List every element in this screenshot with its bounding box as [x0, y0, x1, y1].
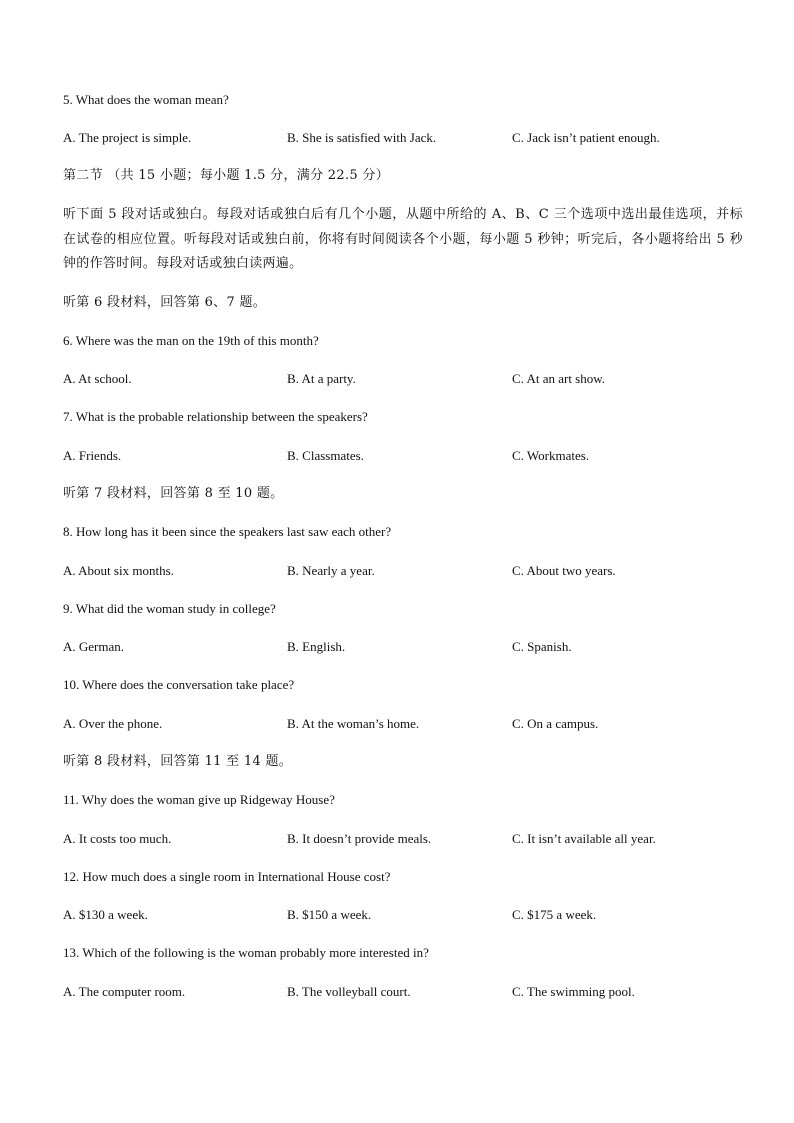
option-a: A. $130 a week.	[63, 907, 148, 922]
option-a: A. Friends.	[63, 448, 122, 463]
question-13: 13. Which of the following is the woman probably more interested in?	[63, 945, 429, 960]
option-c: C. About two years.	[512, 563, 616, 578]
option-a: A. It costs too much.	[63, 831, 172, 846]
question-6: 6. Where was the man on the 19th of this month?	[63, 333, 319, 348]
material-6-heading: 听第 6 段材料，回答第 6、7 题。	[63, 295, 267, 310]
question-8: 8. How long has it been since the speakers last saw each other?	[63, 524, 392, 539]
question-10-options	[63, 716, 743, 732]
option-b: B. At the woman’s home.	[287, 716, 420, 731]
question-8-options	[63, 563, 743, 579]
question-9-options	[63, 639, 743, 655]
question-5: 5. What does the woman mean?	[63, 92, 229, 107]
option-b: B. At a party.	[287, 371, 356, 386]
option-a: A. The project is simple.	[63, 130, 192, 145]
question-10: 10. Where does the conversation take place?	[63, 677, 295, 692]
option-c: C. At an art show.	[512, 371, 606, 386]
option-a: A. At school.	[63, 371, 132, 386]
question-11: 11. Why does the woman give up Ridgeway House?	[63, 792, 335, 807]
option-b: B. English.	[287, 639, 346, 654]
question-12: 12. How much does a single room in International House cost?	[63, 869, 391, 884]
question-5-options	[63, 130, 743, 146]
question-7: 7. What is the probable relationship between the speakers?	[63, 409, 368, 424]
option-b: B. Nearly a year.	[287, 563, 375, 578]
question-6-options	[63, 371, 743, 387]
option-a: A. Over the phone.	[63, 716, 163, 731]
material-7-heading: 听第 7 段材料，回答第 8 至 10 题。	[63, 486, 284, 501]
option-c: C. On a campus.	[512, 716, 599, 731]
option-c: C. $175 a week.	[512, 907, 597, 922]
option-b: B. It doesn’t provide meals.	[287, 831, 432, 846]
option-b: B. Classmates.	[287, 448, 364, 463]
option-b: B. The volleyball court.	[287, 984, 411, 999]
option-c: C. Workmates.	[512, 448, 590, 463]
material-8-heading: 听第 8 段材料，回答第 11 至 14 题。	[63, 754, 293, 769]
question-11-options	[63, 831, 743, 847]
option-c: C. Spanish.	[512, 639, 572, 654]
option-c: C. Jack isn’t patient enough.	[512, 130, 660, 145]
option-b: B. She is satisfied with Jack.	[287, 130, 437, 145]
option-b: B. $150 a week.	[287, 907, 372, 922]
option-a: A. About six months.	[63, 563, 174, 578]
option-a: A. German.	[63, 639, 125, 654]
question-12-options	[63, 907, 743, 923]
question-13-options	[63, 984, 743, 1000]
question-9: 9. What did the woman study in college?	[63, 601, 276, 616]
option-c: C. It isn’t available all year.	[512, 831, 656, 846]
section-instructions: 听下面 5 段对话或独白。每段对话或独白后有几个小题，从题中所给的 A、B、C 三个选项中选出最佳选项，并标在试卷的相应位置。听每段对话或独白前，你将有时间阅读各个小题，每小题 5 秒钟；听完后，各小题将给出 5 秒钟的作答时间。每段对话或独白读两遍。	[63, 207, 743, 271]
question-7-options	[63, 448, 743, 464]
option-a: A. The computer room.	[63, 984, 186, 999]
option-c: C. The swimming pool.	[512, 984, 635, 999]
section-title: 第二节 （共 15 小题；每小题 1.5 分，满分 22.5 分）	[63, 168, 389, 183]
